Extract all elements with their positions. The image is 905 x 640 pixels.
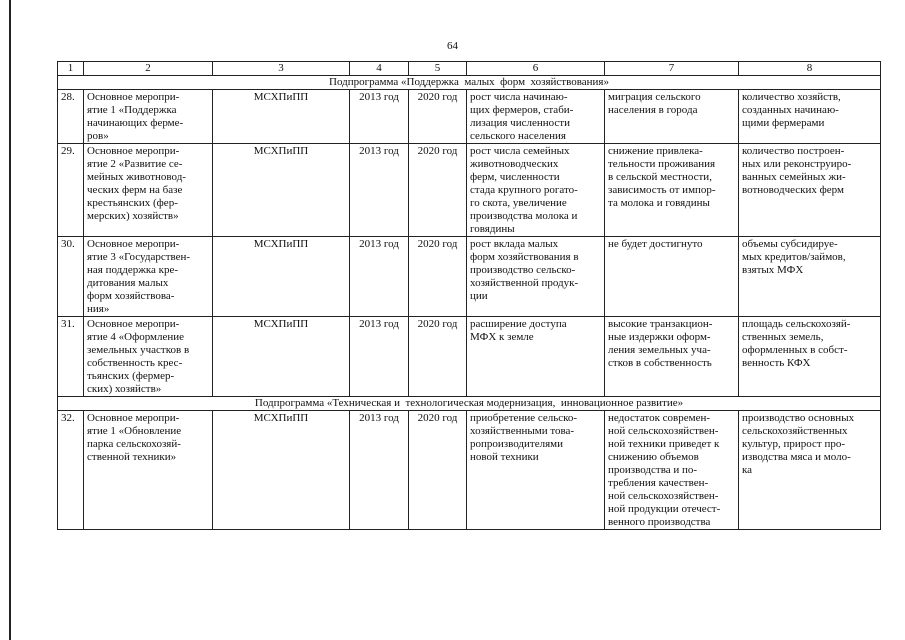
executor-cell: МСХПиПП [213,90,350,144]
consequences-cell-line: стков в собственность [608,357,712,369]
column-header: 2 [84,62,213,76]
result-cell [467,237,605,317]
table-row [58,90,881,144]
start-year-cell: 2013 год [350,237,409,317]
result-cell [467,411,605,530]
result-cell-line: хозяйственной продук- [470,277,579,289]
start-year-cell: 2013 год [350,90,409,144]
measure-cell-line: ятие 1 «Обновление [87,425,182,437]
measure-cell [84,90,213,144]
consequences-cell-line: ления земельных уча- [608,344,711,356]
result-cell-line: го скота, увеличение [470,197,567,209]
measure-cell-line: мерских) хозяйств» [87,210,179,222]
indicator-cell-line: щими фермерами [742,117,825,129]
consequences-cell-line: ной продукции отечест- [608,503,721,515]
activities-table [57,61,881,530]
indicator-cell-line: изводства мяса и моло- [742,451,851,463]
indicator-cell-line: количество хозяйств, [742,91,841,103]
executor-cell: МСХПиПП [213,411,350,530]
consequences-cell-line: высокие транзакцион- [608,318,713,330]
indicator-cell-line: оформленных в собст- [742,344,848,356]
row-number: 29. [58,144,84,237]
indicator-cell-line: сельскохозяйственных [742,425,848,437]
result-cell-line: говядины [470,223,515,235]
result-cell [467,90,605,144]
executor-cell: МСХПиПП [213,144,350,237]
measure-cell-line: ния» [87,303,110,315]
binding-rule [9,0,11,640]
column-header: 1 [58,62,84,76]
page-number: 64 [447,40,458,52]
indicator-cell-line: культур, прирост про- [742,438,845,450]
result-cell-line: приобретение сельско- [470,412,578,424]
end-year-cell: 2020 год [409,144,467,237]
measure-cell-line: ятие 3 «Государствен- [87,251,191,263]
result-cell-line: лизация численности [470,117,570,129]
table-row [58,237,881,317]
consequences-cell-line: снижению объемов [608,451,699,463]
consequences-cell [605,90,739,144]
column-number-row [58,62,881,76]
measure-cell-line: Основное меропри- [87,412,180,424]
result-cell-line: расширение доступа [470,318,567,330]
consequences-cell-line: тельности проживания [608,158,716,170]
result-cell-line: ции [470,290,488,302]
indicator-cell [739,317,881,397]
result-cell-line: животноводческих [470,158,559,170]
table-body [58,62,881,530]
executor-cell: МСХПиПП [213,317,350,397]
result-cell-line: форм хозяйствования в [470,251,579,263]
indicator-cell [739,144,881,237]
indicator-cell-line: ка [742,464,753,476]
measure-cell-line: парка сельскохозяй- [87,438,181,450]
result-cell-line: рост числа начинаю- [470,91,568,103]
column-header: 8 [739,62,881,76]
executor-cell: МСХПиПП [213,237,350,317]
measure-cell-line: ятие 1 «Поддержка [87,104,177,116]
indicator-cell-line: венность КФХ [742,357,811,369]
consequences-cell-line: миграция сельского [608,91,701,103]
result-cell-line: ферм, численности [470,171,560,183]
indicator-cell [739,237,881,317]
start-year-cell: 2013 год [350,411,409,530]
column-header: 6 [467,62,605,76]
measure-cell-line: ятие 4 «Оформление [87,331,185,343]
measure-cell-line: мейных животновод- [87,171,186,183]
row-number: 30. [58,237,84,317]
column-header: 5 [409,62,467,76]
measure-cell-line: Основное меропри- [87,91,180,103]
consequences-cell [605,411,739,530]
consequences-cell-line: ной сельскохозяйствен- [608,425,719,437]
measure-cell-line: Основное меропри- [87,318,180,330]
row-number: 32. [58,411,84,530]
indicator-cell-line: вотноводческих ферм [742,184,844,196]
indicator-cell-line: ных или реконструиро- [742,158,852,170]
measure-cell-line: Основное меропри- [87,238,180,250]
measure-cell-line: дитования малых [87,277,169,289]
measure-cell-line: ческих ферм на базе [87,184,183,196]
measure-cell-line: ная поддержка кре- [87,264,179,276]
consequences-cell-line: та молока и говядины [608,197,710,209]
measure-cell-line: ятие 2 «Развитие се- [87,158,183,170]
indicator-cell-line: ванных семейных жи- [742,171,846,183]
measure-cell-line: начинающих ферме- [87,117,184,129]
start-year-cell: 2013 год [350,317,409,397]
measure-cell-line: земельных участков в [87,344,190,356]
table-row [58,317,881,397]
start-year-cell: 2013 год [350,144,409,237]
indicator-cell-line: количество построен- [742,145,845,157]
consequences-cell [605,317,739,397]
indicator-cell-line: объемы субсидируе- [742,238,838,250]
consequences-cell-line: населения в города [608,104,698,116]
measure-cell [84,317,213,397]
end-year-cell: 2020 год [409,317,467,397]
measure-cell-line: ских) хозяйств» [87,383,162,395]
measure-cell [84,237,213,317]
end-year-cell: 2020 год [409,90,467,144]
column-header: 7 [605,62,739,76]
row-number: 31. [58,317,84,397]
consequences-cell [605,237,739,317]
result-cell-line: МФХ к земле [470,331,534,343]
result-cell-line: сельского населения [470,130,566,142]
consequences-cell [605,144,739,237]
consequences-cell-line: зависимость от импор- [608,184,716,196]
result-cell-line: щих фермеров, стаби- [470,104,574,116]
result-cell [467,317,605,397]
consequences-cell-line: недостаток современ- [608,412,711,424]
measure-cell [84,411,213,530]
consequences-cell-line: производства и по- [608,464,698,476]
consequences-cell-line: ной сельскохозяйствен- [608,490,719,502]
result-cell-line: рост числа семейных [470,145,570,157]
consequences-cell-line: требления качествен- [608,477,709,489]
indicator-cell-line: площадь сельскохозяй- [742,318,851,330]
indicator-cell-line: производство основных [742,412,855,424]
consequences-cell-line: не будет достигнуто [608,238,703,250]
indicator-cell-line: мых кредитов/займов, [742,251,846,263]
consequences-cell-line: ной техники приведет к [608,438,720,450]
measure-cell-line: крестьянских (фер- [87,197,178,209]
column-header: 4 [350,62,409,76]
measure-cell-line: Основное меропри- [87,145,180,157]
result-cell-line: рост вклада малых [470,238,559,250]
consequences-cell-line: ные издержки оформ- [608,331,711,343]
subprogram-title: Подпрограмма «Поддержка малых форм хозяйствования» [58,76,881,90]
result-cell-line: производство сельско- [470,264,576,276]
result-cell-line: стада крупного рогато- [470,184,578,196]
measure-cell-line: ров» [87,130,109,142]
indicator-cell-line: ственных земель, [742,331,824,343]
measure-cell-line: тьянских (фермер- [87,370,175,382]
indicator-cell [739,411,881,530]
table-row [58,411,881,530]
subprogram-title: Подпрограмма «Техническая и технологическая модернизация, инновационное развитие» [58,397,881,411]
table-row [58,144,881,237]
end-year-cell: 2020 год [409,411,467,530]
result-cell-line: новой техники [470,451,539,463]
measure-cell-line: собственность крес- [87,357,183,369]
subprogram-row [58,397,881,411]
measure-cell-line: ственной техники» [87,451,177,463]
result-cell-line: хозяйственными това- [470,425,575,437]
indicator-cell [739,90,881,144]
end-year-cell: 2020 год [409,237,467,317]
measure-cell [84,144,213,237]
consequences-cell-line: венного производства [608,516,711,528]
result-cell-line: производства молока и [470,210,578,222]
measure-cell-line: форм хозяйствова- [87,290,175,302]
consequences-cell-line: снижение привлека- [608,145,703,157]
result-cell [467,144,605,237]
result-cell-line: ропроизводителями [470,438,563,450]
subprogram-row [58,76,881,90]
consequences-cell-line: в сельской местности, [608,171,712,183]
indicator-cell-line: созданных начинаю- [742,104,839,116]
indicator-cell-line: взятых МФХ [742,264,804,276]
column-header: 3 [213,62,350,76]
row-number: 28. [58,90,84,144]
